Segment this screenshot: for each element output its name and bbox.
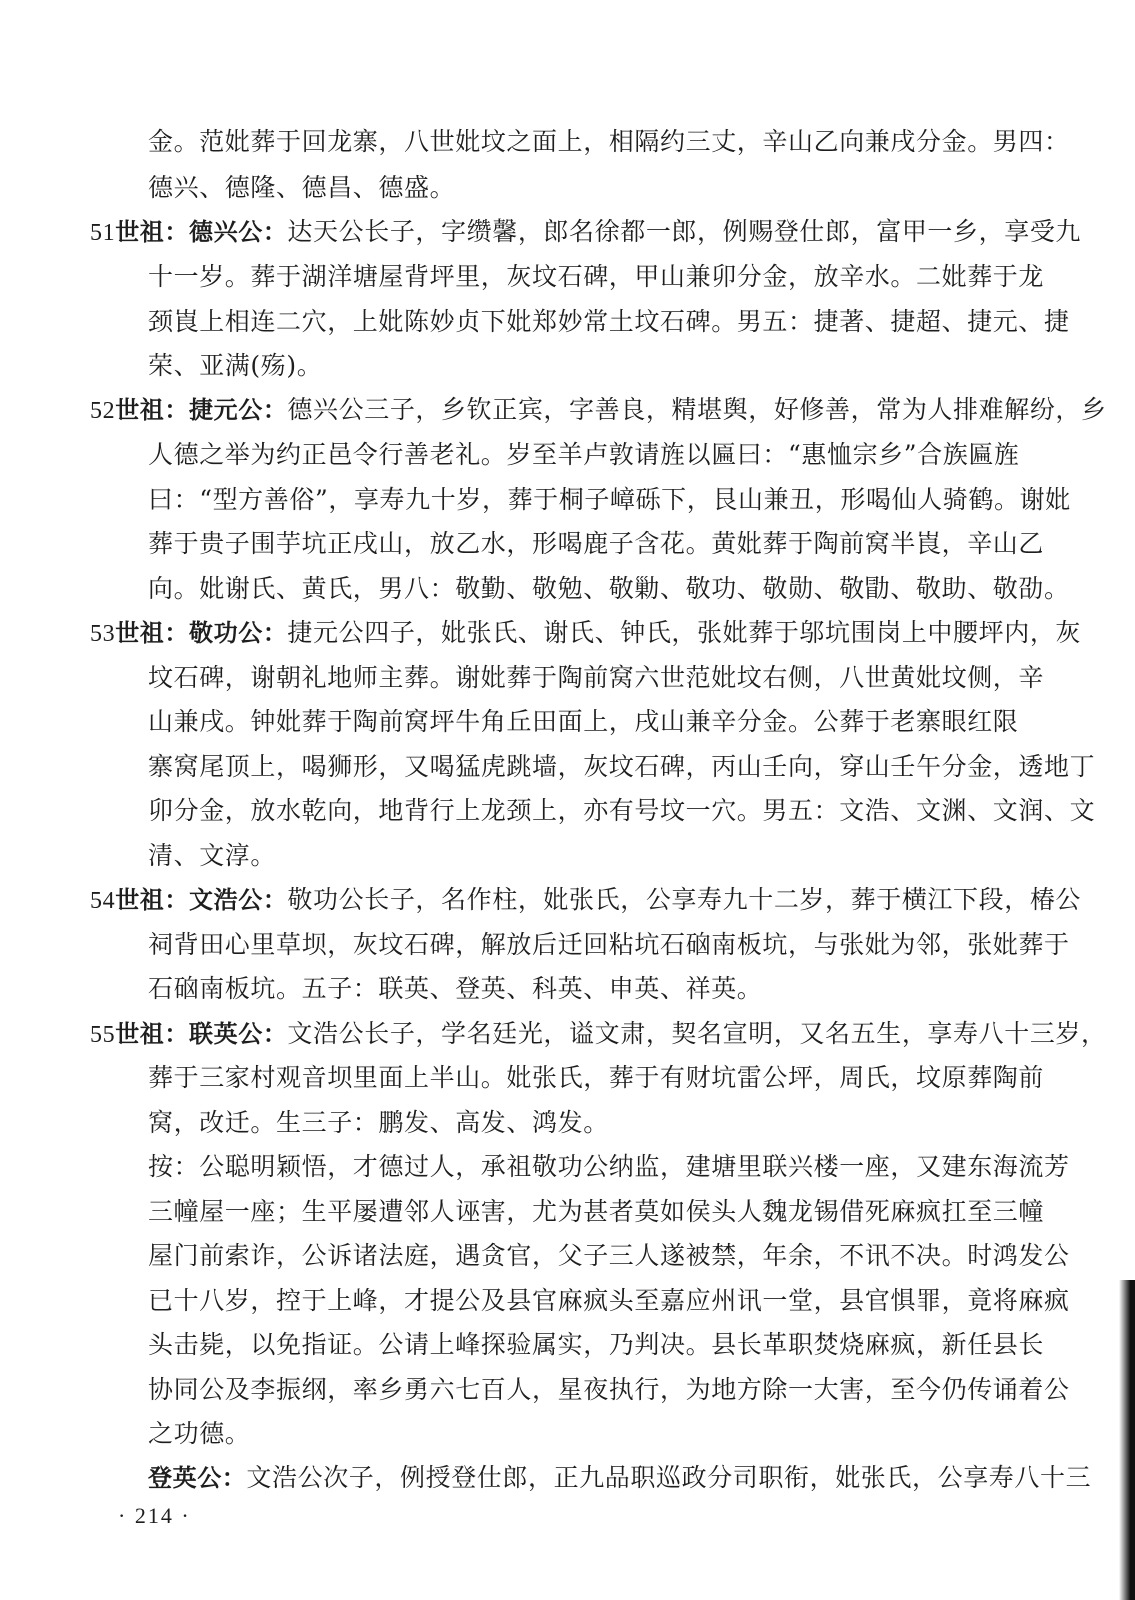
entry-54-first-line [90, 884, 1081, 917]
entry-51-name: 德兴公： [189, 218, 288, 246]
entry-52-line: 葬于贵子围芋坑正戌山，放乙水，形喝鹿子含花。黄妣葬于陶前窝半崀，辛山乙 [148, 529, 1045, 558]
entry-55-line: 窝，改迁。生三子：鹏发、高发、鸿发。 [148, 1108, 609, 1137]
entry-53-first-line [90, 617, 1081, 650]
entry-54-generation: 54 [90, 888, 116, 914]
entry-55-gen-label: 世祖： [115, 1020, 190, 1048]
entry-54-line: 祠背田心里草坝，灰坟石碑，解放后迁回粘坑石硇南板坑，与张妣为邻，张妣葬于 [148, 930, 1070, 959]
last-entry-first-line [148, 1462, 1091, 1494]
note-line: 已十八岁，控于上峰，才提公及县官麻疯头至嘉应州讯一堂，县官惧罪，竟将麻疯 [148, 1286, 1070, 1315]
entry-51-line: 颈崀上相连二穴，上妣陈妙贞下妣郑妙常土坟石碑。男五：捷著、捷超、捷元、捷 [148, 307, 1070, 336]
entry-51-text: 达天公长子，字缵馨，郎名徐都一郎，例赐登仕郎，富甲一乡，享受九 [287, 217, 1082, 246]
entry-53-line: 寨窝尾顶上，喝狮形，又喝猛虎跳墙，灰坟石碑，丙山壬向，穿山壬午分金，透地丁 [148, 752, 1096, 781]
note-line: 之功德。 [148, 1419, 251, 1448]
entry-55-text: 文浩公长子，学名廷光，谥文肃，契名宣明，又名五生，享寿八十三岁， [287, 1019, 1107, 1048]
note-line: 三幢屋一座；生平屡遭邻人诬害，尤为甚者莫如侯头人魏龙锡借死麻疯扛至三幢 [148, 1197, 1045, 1226]
note-line: 头击毙，以免指证。公请上峰探验属实，乃判决。县长革职焚烧麻疯，新任县长 [148, 1330, 1045, 1359]
entry-52-line: 人德之举为约正邑令行善老礼。岁至羊卢敦请旌以匾曰：“惠恤宗乡”合族匾旌 [148, 440, 1020, 469]
entry-55-generation: 55 [90, 1022, 116, 1048]
entry-51-first-line [90, 216, 1081, 249]
page-number: · 214 · [118, 1503, 191, 1528]
entry-52-first-line [90, 394, 1107, 427]
scan-edge-shadow [1119, 1280, 1135, 1600]
intro-line-2: 德兴、德隆、德昌、德盛。 [148, 173, 456, 202]
entry-53-line: 坟石碑，谢朝礼地师主葬。谢妣葬于陶前窝六世范妣坟右侧，八世黄妣坟侧，辛 [148, 663, 1045, 692]
entry-52-name: 捷元公： [189, 396, 288, 424]
last-entry-name: 登英公： [148, 1464, 247, 1492]
entry-53-name: 敬功公： [189, 619, 288, 647]
entry-52-line: 曰：“型方善俗”，享寿九十岁，葬于桐子嶂砾下，艮山兼丑，形喝仙人骑鹤。谢妣 [148, 485, 1071, 514]
entry-53-line: 山兼戌。钟妣葬于陶前窝坪牛角丘田面上，戌山兼辛分金。公葬于老寨眼红限 [148, 707, 1019, 736]
entry-55-name: 联英公： [189, 1020, 288, 1048]
entry-51-line: 十一岁。葬于湖洋塘屋背坪里，灰坟石碑，甲山兼卯分金，放辛水。二妣葬于龙 [148, 262, 1045, 291]
entry-54-text: 敬功公长子，名作柱，妣张氏，公享寿九十二岁，葬于横江下段，椿公 [287, 885, 1082, 914]
note-line: 协同公及李振纲，率乡勇六七百人，星夜执行，为地方除一大害，至今仍传诵着公 [148, 1375, 1070, 1404]
entry-54-line: 石硇南板坑。五子：联英、登英、科英、申英、祥英。 [148, 974, 763, 1003]
entry-53-gen-label: 世祖： [115, 619, 190, 647]
last-entry-text: 文浩公次子，例授登仕郎，正九品职巡政分司职衔，妣张氏，公享寿八十三 [246, 1463, 1092, 1492]
note-line: 屋门前索诈，公诉诸法庭，遇贪官，父子三人遂被禁，年余，不讯不决。时鸿发公 [148, 1241, 1070, 1270]
entry-51-generation: 51 [90, 220, 116, 246]
entry-54-gen-label: 世祖： [115, 886, 190, 914]
entry-53-generation: 53 [90, 621, 116, 647]
entry-52-text: 德兴公三子，乡钦正宾，字善良，精堪舆，好修善，常为人排难解纷，乡 [287, 395, 1107, 424]
intro-line-1: 金。范妣葬于回龙寨，八世妣坟之面上，相隔约三丈，辛山乙向兼戌分金。男四： [148, 127, 1070, 156]
entry-55-line: 葬于三家村观音坝里面上半山。妣张氏，葬于有财坑雷公坪，周氏，坟原葬陶前 [148, 1063, 1045, 1092]
entry-54-name: 文浩公： [189, 886, 288, 914]
entry-51-line: 荣、亚满(殇)。 [148, 351, 323, 380]
note-line: 按：公聪明颖悟，才德过人，承祖敬功公纳监，建塘里联兴楼一座，又建东海流芳 [148, 1152, 1070, 1181]
entry-53-line: 清、文淳。 [148, 841, 277, 870]
entry-52-generation: 52 [90, 398, 116, 424]
entry-55-first-line [90, 1018, 1107, 1051]
entry-51-gen-label: 世祖： [115, 218, 190, 246]
entry-53-text: 捷元公四子，妣张氏、谢氏、钟氏，张妣葬于邬坑围岗上中腰坪内，灰 [287, 618, 1082, 647]
entry-52-gen-label: 世祖： [115, 396, 190, 424]
entry-52-line: 向。妣谢氏、黄氏，男八：敬勤、敬勉、敬勦、敬功、敬勋、敬勖、敬助、敬劭。 [148, 574, 1070, 603]
entry-53-line: 卯分金，放水乾向，地背行上龙颈上，亦有号坟一穴。男五：文浩、文渊、文润、文 [148, 796, 1096, 825]
